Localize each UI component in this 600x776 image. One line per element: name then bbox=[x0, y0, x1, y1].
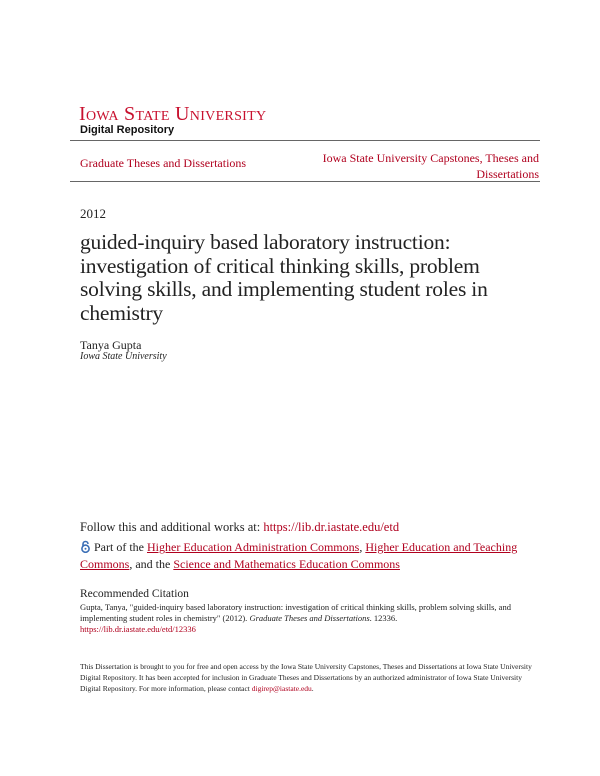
part-of-prefix: Part of the bbox=[94, 540, 147, 554]
citation-text bbox=[80, 602, 535, 635]
repository-name: Digital Repository bbox=[80, 124, 175, 136]
citation-end: . 12336. bbox=[369, 613, 398, 623]
etd-link[interactable]: https://lib.dr.iastate.edu/etd bbox=[263, 520, 400, 534]
author-institution: Iowa State University bbox=[80, 351, 167, 362]
part-of-sep2: , and the bbox=[129, 557, 174, 571]
access-text: This Dissertation is brought to you for free and open access by the Iowa State University Capstones, Theses and Dissertations at Iowa State University Digital Repository. It has been accepted for inclusion in Graduate Theses and Dissertations by an authorized administrator of Iowa State University Digital Repository. For more information, please contact bbox=[80, 662, 532, 693]
follow-prefix: Follow this and additional works at: bbox=[80, 520, 264, 534]
contact-email-link[interactable]: digirep@iastate.edu bbox=[251, 684, 312, 693]
citation-url-link[interactable]: https://lib.dr.iastate.edu/etd/12336 bbox=[80, 624, 196, 634]
document-title: guided-inquiry based laboratory instruction: investigation of critical thinking skills, problem solving skills, and implementing student roles in chemistry bbox=[80, 230, 488, 325]
collection-link[interactable]: Iowa State University Capstones, Theses and Dissertations bbox=[322, 151, 539, 181]
part-of-sep1: , bbox=[359, 540, 366, 554]
open-access-icon bbox=[80, 540, 91, 557]
citation-heading: Recommended Citation bbox=[80, 588, 189, 600]
science-math-ed-commons-link[interactable]: Science and Mathematics Education Commons bbox=[173, 557, 400, 571]
publication-year: 2012 bbox=[80, 206, 106, 221]
access-statement bbox=[80, 661, 535, 694]
citation-journal: Graduate Theses and Dissertations bbox=[249, 613, 370, 623]
author-name: Tanya Gupta bbox=[80, 338, 142, 352]
header-rule-top bbox=[70, 140, 540, 141]
follow-line bbox=[80, 520, 399, 535]
series-link[interactable]: Graduate Theses and Dissertations bbox=[80, 156, 247, 170]
access-end: . bbox=[311, 684, 314, 693]
part-of-line bbox=[80, 540, 530, 572]
higher-ed-admin-commons-link[interactable]: Higher Education Administration Commons bbox=[147, 540, 360, 554]
logo-wordmark: Iowa State University bbox=[79, 103, 267, 125]
higher-ed-teaching-commons-link[interactable]: Higher Education and Teaching Commons bbox=[80, 540, 518, 571]
university-logo bbox=[79, 104, 266, 124]
citation-main: Gupta, Tanya, "guided-inquiry based laboratory instruction: investigation of critical thinking skills, problem solving skills, and implementing student roles in chemistry" (2012). bbox=[80, 602, 511, 623]
